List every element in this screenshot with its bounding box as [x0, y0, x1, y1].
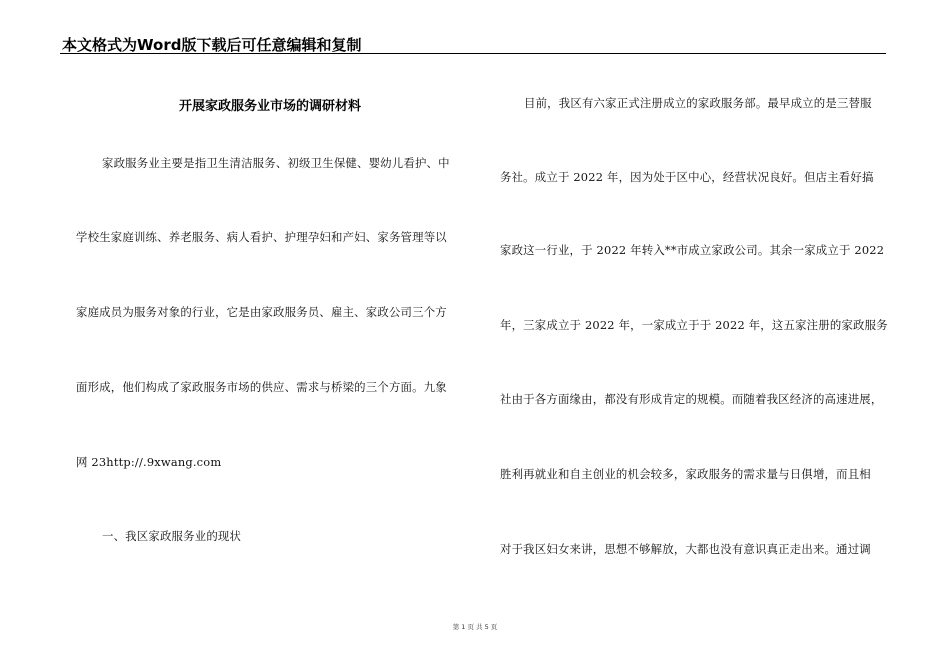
document-title: 开展家政服务业市场的调研材料: [178, 99, 361, 114]
right-paragraph-line: 胜利再就业和自主创业的机会较多，家政服务的需求量与日俱增，而且相: [500, 467, 871, 481]
page-number: 第 1 页 共 5 页: [452, 623, 498, 631]
right-paragraph-line: 务社。成立于 2022 年，因为处于区中心，经营状况良好。但店主看好搞: [500, 170, 874, 184]
right-paragraph-line: 目前，我区有六家正式注册成立的家政服务部。最早成立的是三替服: [524, 96, 872, 110]
left-paragraph-line: 家政服务业主要是指卫生清洁服务、初级卫生保健、婴幼儿看护、中: [102, 156, 450, 170]
left-paragraph-line: 学校生家庭训练、养老服务、病人看护、护理孕妇和产妇、家务管理等以: [76, 230, 447, 244]
right-paragraph-line: 家政这一行业，于 2022 年转入**市成立家政公司。其余一家成立于 2022: [500, 243, 885, 257]
left-paragraph-line: 面形成，他们构成了家政服务市场的供应、需求与桥梁的三个方面。九象: [76, 380, 447, 394]
header-divider: [60, 53, 886, 54]
left-paragraph-line: 家庭成员为服务对象的行业，它是由家政服务员、雇主、家政公司三个方: [76, 305, 447, 319]
right-paragraph-line: 年，三家成立于 2022 年，一家成立于于 2022 年，这五家注册的家政服务: [500, 318, 888, 332]
right-paragraph-line: 对于我区妇女来讲，思想不够解放，大都也没有意识真正走出来。通过调: [500, 542, 871, 556]
section-heading: 一、我区家政服务业的现状: [102, 529, 242, 543]
left-paragraph-line: 网 23http://.9xwang.com: [76, 455, 222, 469]
download-banner-text: 本文格式为Word版下载后可任意编辑和复制: [62, 36, 362, 54]
right-paragraph-line: 社由于各方面缘由，都没有形成肯定的规模。而随着我区经济的高速进展，: [500, 392, 883, 406]
